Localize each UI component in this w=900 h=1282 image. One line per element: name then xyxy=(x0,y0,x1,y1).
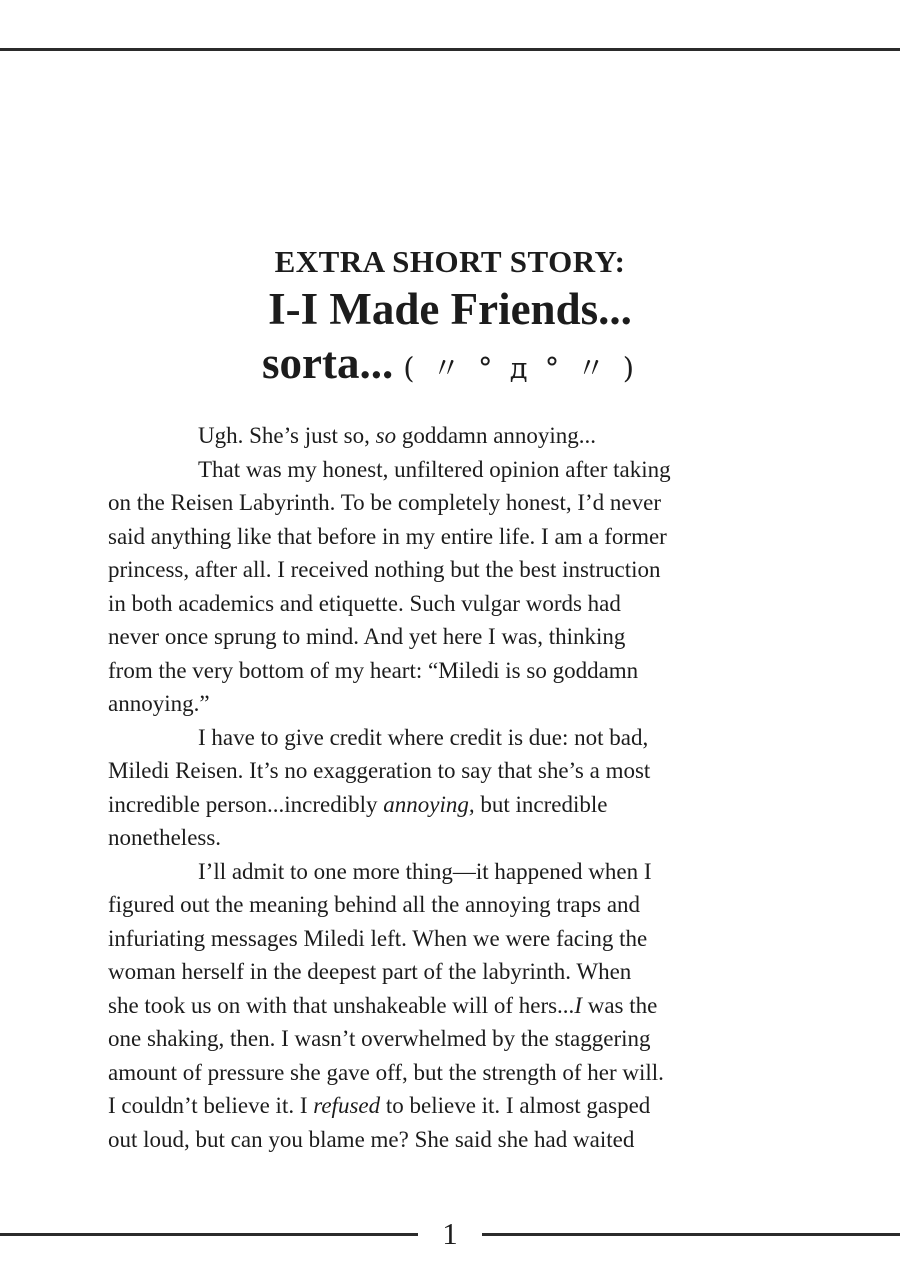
body-line: she took us on with that unshakeable will of hers...I was the xyxy=(108,992,658,1018)
body-line: Ugh. She’s just so, so goddamn annoying... xyxy=(198,423,597,448)
body-line: incredible person...incredibly annoying, but incredible xyxy=(108,791,608,817)
body-text xyxy=(108,419,828,1156)
body-line: princess, after all. I received nothing but the best instruction xyxy=(108,557,661,582)
body-line: Miledi Reisen. It’s no exaggeration to say that she’s a most xyxy=(108,758,651,783)
footer-rule-right xyxy=(482,1233,900,1236)
top-rule xyxy=(0,48,900,51)
body-line: on the Reisen Labyrinth. To be completely honest, I’d never xyxy=(108,490,662,515)
body-line: out loud, but can you blame me? She said she had waited xyxy=(108,1126,635,1152)
chapter-title-block xyxy=(99,243,801,395)
body-line: That was my honest, unfiltered opinion after taking xyxy=(198,456,671,482)
body-line: nonetheless. xyxy=(108,825,222,850)
chapter-title-line1: I-I Made Friends... xyxy=(268,284,632,334)
footer-rule-left xyxy=(0,1233,418,1236)
body-line: in both academics and etiquette. Such vulgar words had xyxy=(108,590,621,616)
body-line: I’ll admit to one more thing—it happened when I xyxy=(198,858,652,884)
body-line: I have to give credit where credit is due: not bad, xyxy=(198,724,649,750)
chapter-title-line2-text: sorta... xyxy=(261,338,394,388)
page-number: 1 xyxy=(442,1216,458,1251)
kaomoji-emoticon: ( 〃 ° д ° 〃 ) xyxy=(403,351,639,385)
page-footer xyxy=(0,1218,900,1250)
chapter-title-line2 xyxy=(99,336,801,395)
body-line: I couldn’t believe it. I refused to believe it. I almost gasped xyxy=(108,1093,651,1118)
body-line: amount of pressure she gave off, but the strength of her will. xyxy=(108,1059,664,1085)
body-line: figured out the meaning behind all the annoying traps and xyxy=(108,892,641,917)
body-line: annoying.” xyxy=(108,691,210,716)
body-line: never once sprung to mind. And yet here I was, thinking xyxy=(108,624,626,649)
body-line: woman herself in the deepest part of the labyrinth. When xyxy=(108,959,632,984)
body-line: one shaking, then. I wasn’t overwhelmed by the staggering xyxy=(108,1026,651,1051)
body-line: said anything like that before in my entire life. I am a former xyxy=(108,523,667,549)
chapter-kicker: EXTRA SHORT STORY: xyxy=(274,244,626,279)
body-line: infuriating messages Miledi left. When we were facing the xyxy=(108,925,648,951)
body-line: from the very bottom of my heart: “Miledi is so goddamn xyxy=(108,657,639,683)
